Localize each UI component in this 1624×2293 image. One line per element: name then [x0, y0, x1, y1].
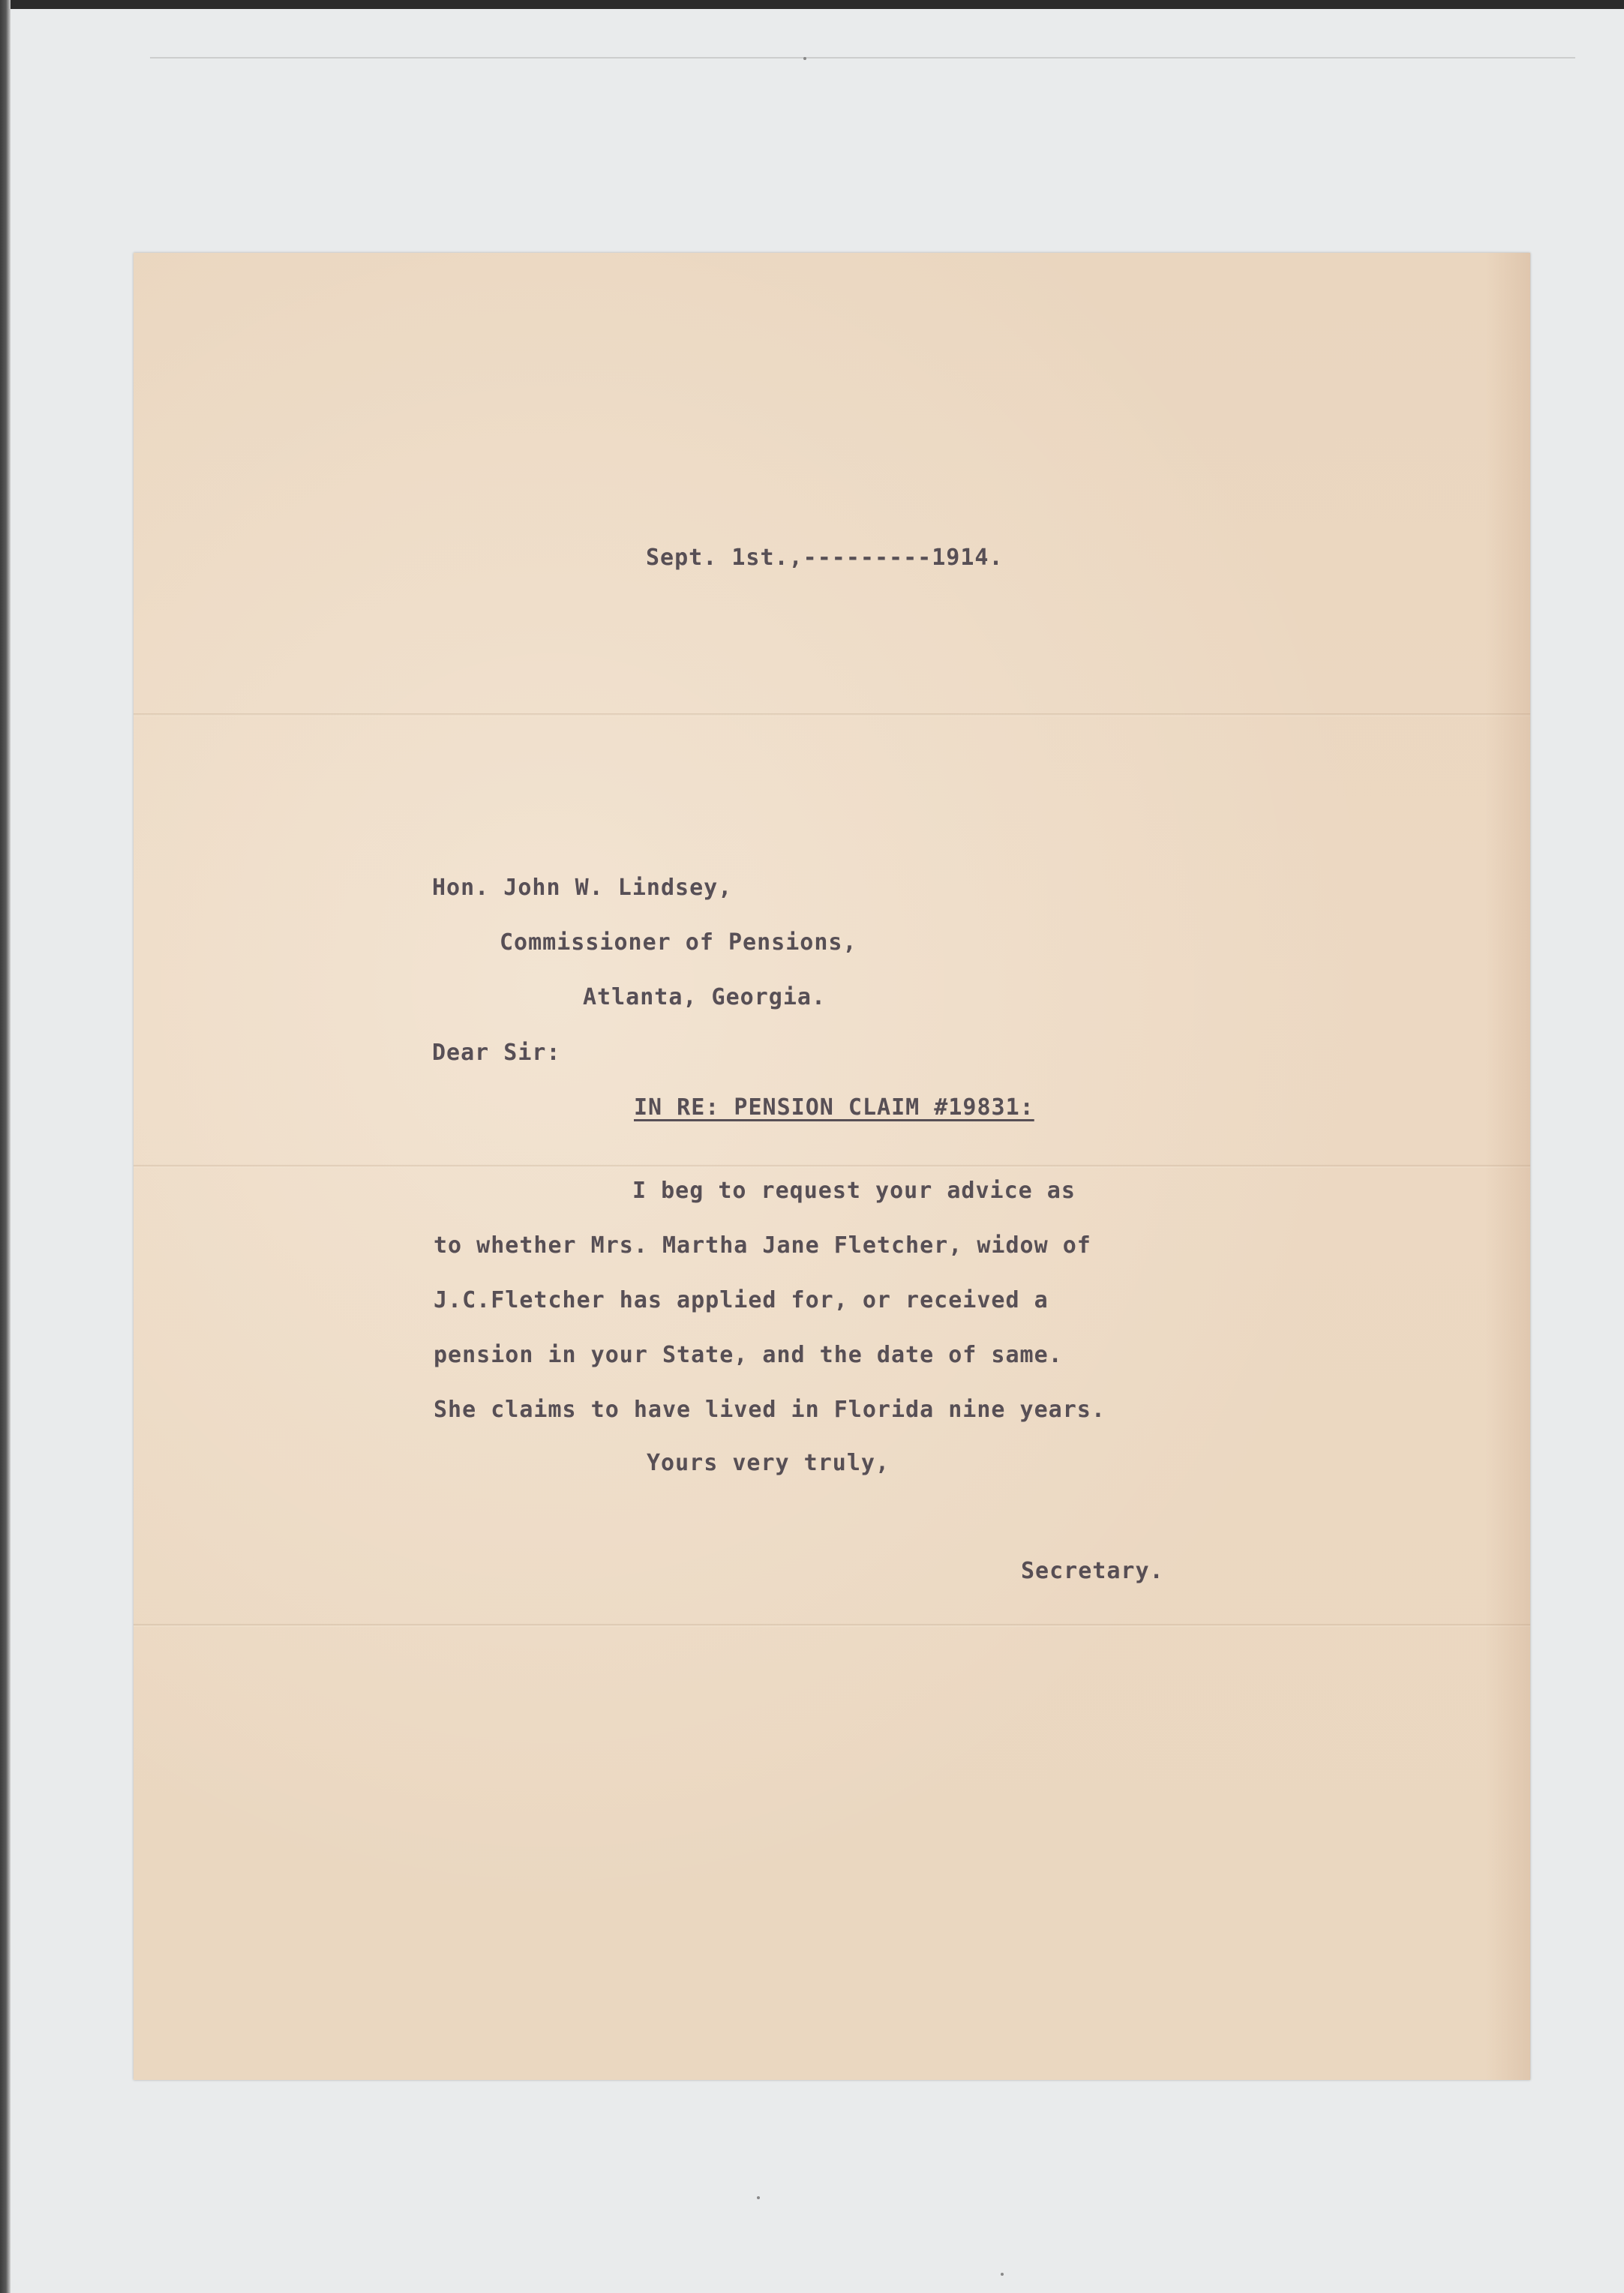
recipient-location: Atlanta, Georgia.	[583, 984, 827, 1010]
body-line: pension in your State, and the date of same.	[434, 1342, 1063, 1368]
closing: Yours very truly,	[647, 1450, 890, 1476]
salutation: Dear Sir:	[432, 1040, 561, 1066]
recipient-title: Commissioner of Pensions,	[500, 929, 857, 956]
backing-speck	[757, 2196, 760, 2199]
body-line: to whether Mrs. Martha Jane Fletcher, widow of	[434, 1232, 1091, 1259]
fold-crease	[134, 713, 1530, 716]
backing-speck	[803, 57, 806, 60]
signature-title: Secretary.	[1021, 1558, 1164, 1584]
scanner-top-edge	[0, 0, 1624, 9]
body-line: She claims to have lived in Florida nine years.	[434, 1397, 1106, 1423]
letter-sheet	[134, 253, 1530, 2080]
fold-crease	[134, 1165, 1530, 1168]
backing-line	[150, 57, 1575, 59]
recipient-name: Hon. John W. Lindsey,	[432, 875, 733, 901]
date-line: Sept. 1st.,---------1914.	[646, 545, 1004, 571]
body-line: J.C.Fletcher has applied for, or received a	[434, 1287, 1049, 1313]
body-line: I beg to request your advice as	[632, 1178, 1076, 1204]
fold-crease	[134, 1624, 1530, 1627]
scanner-left-edge	[0, 0, 11, 2293]
subject-line: IN RE: PENSION CLAIM #19831:	[634, 1094, 1034, 1121]
backing-speck	[1001, 2273, 1004, 2276]
